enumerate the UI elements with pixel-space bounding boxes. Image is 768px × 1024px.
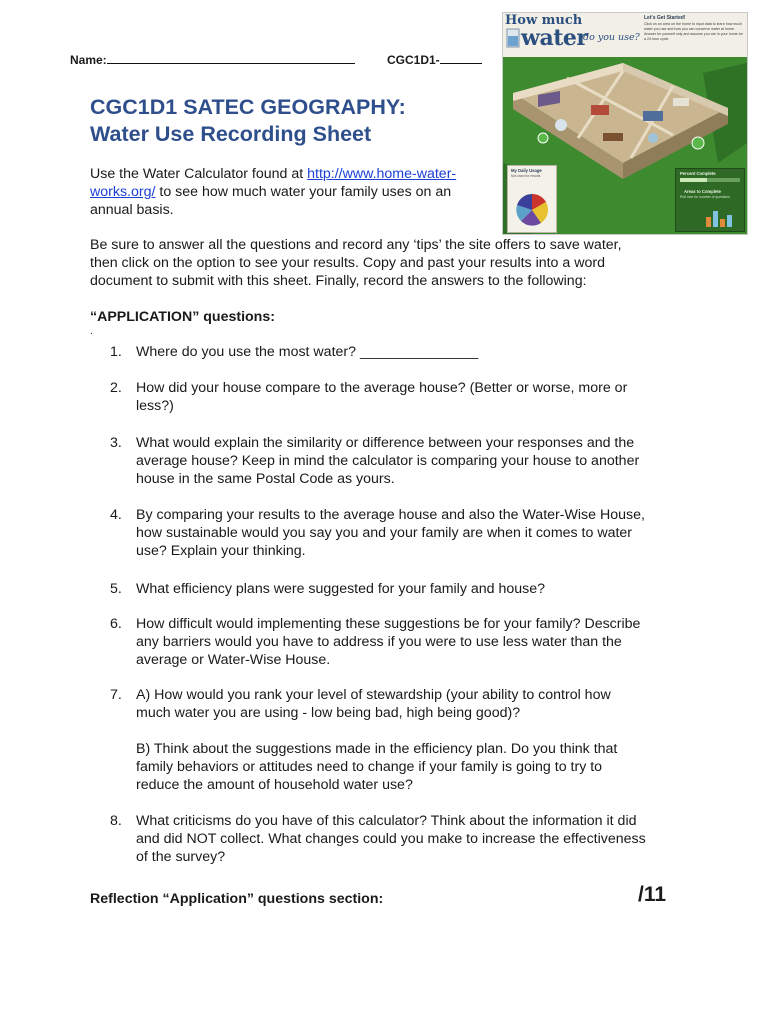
question-number: 3.	[110, 435, 122, 451]
instructions-line-3: document to submit with this sheet. Finally, record the answers to the following:	[90, 273, 587, 289]
name-blank-line	[107, 52, 355, 64]
page-subtitle: Water Use Recording Sheet	[90, 122, 372, 146]
question-line: What would explain the similarity or difference between your responses and the	[136, 435, 635, 451]
areas-title: Areas to Complete	[684, 189, 721, 194]
question-text	[136, 434, 681, 488]
stray-dot: .	[90, 326, 93, 337]
course-blank-line	[440, 52, 482, 64]
illustration-side-text: Click on an area on the home to input data to learn how much water you use and how you can conserve water at home. Answer for yourself only and assume you are in your home for a 24 hour cycle.	[644, 22, 743, 41]
question-line: Where do you use the most water? _______________	[136, 344, 479, 360]
question-line: average or Water-Wise House.	[136, 652, 331, 668]
daily-usage-panel	[507, 165, 557, 233]
question-line: how sustainable would you say you and your family are when it comes to water	[136, 525, 633, 541]
intro-paragraph	[90, 165, 490, 219]
question-line: How did your house compare to the average house? (Better or worse, more or	[136, 380, 628, 396]
instructions-paragraph	[90, 236, 690, 290]
pie-chart-icon	[514, 192, 550, 228]
areas-bar-icon	[704, 205, 740, 229]
question-text	[136, 580, 681, 598]
question-number: 2.	[110, 380, 122, 396]
areas-sub: Roll over for number of questions	[680, 195, 730, 199]
illustration-title-big: water	[521, 25, 588, 51]
question-line: less?)	[136, 398, 174, 414]
intro-text-before-link: Use the Water Calculator found at	[90, 166, 308, 182]
question-line: How difficult would implementing these suggestions be for your family? Describe	[136, 616, 641, 632]
score-total: /11	[638, 883, 667, 906]
intro-text-line3: annual basis.	[90, 202, 174, 218]
question-number: 7.	[110, 687, 122, 703]
course-code-field	[387, 52, 482, 67]
course-label: CGC1D1-	[387, 53, 440, 67]
question-number: 5.	[110, 581, 122, 597]
illustration-title-tail: do you use?	[583, 32, 640, 43]
question-text	[136, 379, 681, 415]
water-calculator-illustration	[502, 12, 748, 235]
question-line: A) How would you rank your level of stewardship (your ability to control how	[136, 687, 611, 703]
question-text	[136, 740, 681, 794]
section-heading: “APPLICATION” questions:	[90, 309, 275, 325]
instructions-line-1: Be sure to answer all the questions and record any ‘tips’ the site offers to save water,	[90, 237, 622, 253]
intro-text-after-link: to see how much water your family uses on an	[155, 184, 452, 200]
name-field	[70, 52, 355, 67]
question-number: 1.	[110, 344, 122, 360]
question-text	[136, 343, 681, 361]
question-number: 4.	[110, 507, 122, 523]
question-line: B) Think about the suggestions made in the efficiency plan. Do you think that	[136, 741, 618, 757]
question-line: any barriers would you have to address if you were to use less water than the	[136, 634, 622, 650]
page-title: CGC1D1 SATEC GEOGRAPHY:	[90, 95, 406, 119]
question-line: By comparing your results to the average house and also the Water-Wise House,	[136, 507, 645, 523]
question-text	[136, 506, 681, 560]
question-number: 8.	[110, 813, 122, 829]
question-line: average house? Keep in mind the calculator is comparing your house to another	[136, 453, 640, 469]
illustration-side-heading: Let's Get Started!	[644, 15, 686, 21]
daily-usage-title: My Daily Usage	[511, 168, 542, 173]
progress-bar-fill	[680, 178, 707, 182]
instructions-line-2: then click on the option to see your results. Copy and past your results into a word	[90, 255, 605, 271]
question-line: of the survey?	[136, 849, 226, 865]
question-line: use? Explain your thinking.	[136, 543, 306, 559]
progress-panel	[675, 168, 745, 232]
percent-complete-label: Percent Complete	[680, 171, 716, 176]
question-line: What efficiency plans were suggested for your family and house?	[136, 581, 546, 597]
question-text	[136, 686, 681, 722]
calculator-link[interactable]: http://www.home-water-	[307, 166, 457, 182]
name-label: Name:	[70, 53, 107, 67]
illustration-title-small: How much	[505, 13, 583, 28]
calculator-link-continued[interactable]: works.org/	[90, 184, 156, 200]
reflection-label: Reflection “Application” questions section:	[90, 891, 384, 907]
progress-bar	[680, 178, 740, 182]
water-glass-icon	[505, 27, 521, 49]
question-line: much water you are using - low being bad, high being good)?	[136, 705, 521, 721]
question-text	[136, 812, 681, 866]
question-line: What criticisms do you have of this calculator? Think about the information it did	[136, 813, 637, 829]
question-line: house in the same Postal Code as yours.	[136, 471, 395, 487]
question-line: and did NOT collect. What changes could you make to increase the effectiveness	[136, 831, 646, 847]
daily-usage-sub: Not used for results	[511, 174, 541, 178]
question-line: family behaviors or attitudes need to change if your family is going to try to	[136, 759, 603, 775]
question-line: reduce the amount of household water use?	[136, 777, 413, 793]
question-text	[136, 615, 681, 669]
question-number: 6.	[110, 616, 122, 632]
